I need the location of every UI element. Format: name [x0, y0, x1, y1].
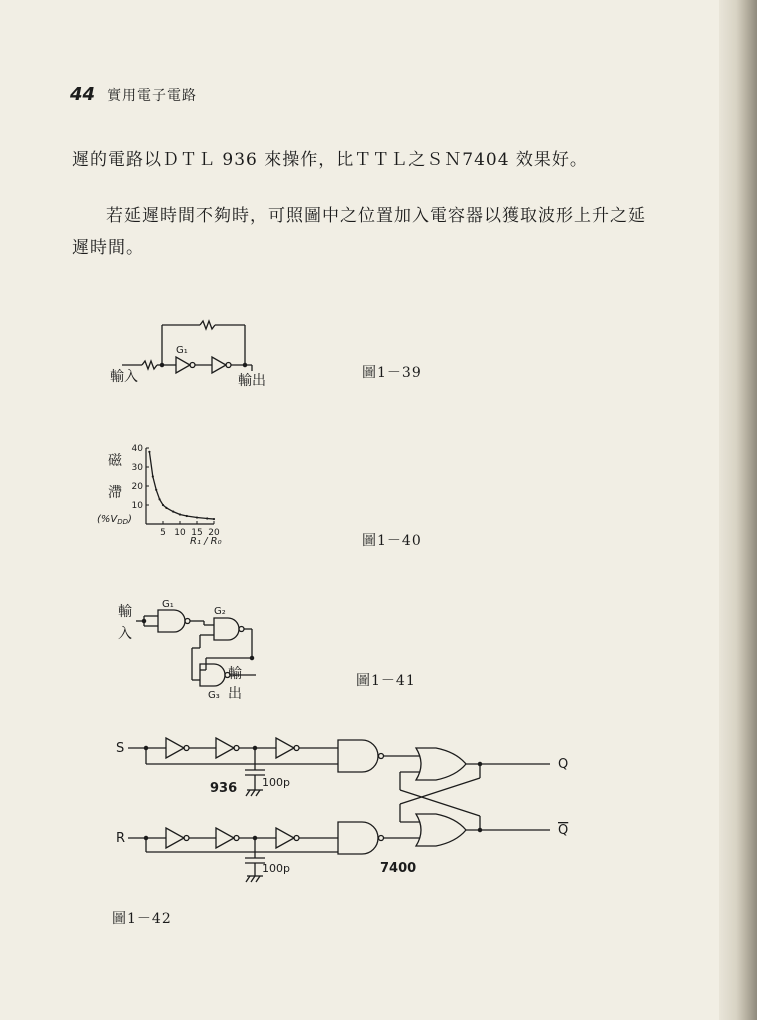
fig40-ylabel-2: 滯: [108, 485, 122, 501]
fig41-input-label-1: 輸: [118, 604, 132, 620]
figure-1-41: [110, 598, 280, 703]
fig40-y-tick-label: 30: [131, 463, 143, 473]
fig40-data-point: [155, 489, 157, 491]
paragraph-1: 遲的電路以ＤＴＬ 936 來操作，比ＴＴＬ之ＳＮ7404 效果好。: [72, 150, 588, 170]
fig40-x-tick-label: 10: [174, 528, 186, 538]
fig42-chip-936: 936: [210, 781, 238, 796]
figure-1-40: [97, 440, 240, 550]
fig40-data-point: [172, 511, 174, 513]
fig40-caption: 圖1－40: [362, 533, 422, 549]
fig39-gate-label: G₁: [176, 345, 188, 356]
fig40-ylabel-1: 磁: [108, 453, 122, 469]
fig42-qbar-label: Q: [558, 823, 569, 838]
fig40-xlabel: R₁ / R₀: [190, 536, 222, 547]
fig39-output-label: 輸出: [238, 373, 266, 389]
fig40-data-point: [162, 504, 164, 506]
fig42-cap-label-top: 100p: [262, 776, 290, 789]
fig41-g3-label: G₃: [208, 690, 220, 701]
fig42-r-label: R: [116, 831, 126, 846]
fig40-y-tick-label: 20: [131, 482, 143, 492]
fig42-chip-7400: 7400: [380, 861, 417, 876]
fig41-output-label-1: 輸: [228, 666, 242, 682]
fig41-caption: 圖1－41: [356, 673, 416, 689]
fig40-data-point: [186, 515, 188, 517]
page-header: [70, 84, 197, 105]
fig40-data-point: [179, 513, 181, 515]
fig40-y-tick-label: 40: [131, 444, 143, 454]
fig40-y-tick-label: 10: [131, 501, 143, 511]
fig40-x-tick-label: 20: [208, 528, 220, 538]
fig41-output-label-2: 出: [228, 686, 242, 702]
fig41-input-label-2: 入: [118, 626, 132, 642]
fig40-data-point: [196, 516, 198, 518]
fig40-x-tick-label: 5: [160, 528, 166, 538]
fig40-yunit: $(\%V_{DD})$: [97, 514, 132, 526]
fig40-data-point: [165, 507, 167, 509]
page-number: 44: [70, 84, 96, 105]
fig40-data-point: [152, 475, 154, 477]
fig42-caption: 圖1－42: [112, 911, 172, 927]
book-spine-shadow: [719, 0, 757, 1020]
fig40-plot-area: [132, 444, 220, 538]
fig42-cap-label-bottom: 100p: [262, 862, 290, 875]
fig40-x-tick-label: 15: [191, 528, 203, 538]
fig39-input-label: 輸入: [110, 369, 138, 385]
fig40-data-point: [206, 517, 208, 519]
fig39-caption: 圖1－39: [362, 365, 422, 381]
fig40-data-point: [213, 518, 215, 520]
fig41-g2-label: G₂: [214, 606, 226, 617]
fig42-s-label: S: [116, 741, 125, 756]
book-title: 實用電子電路: [107, 88, 198, 104]
fig40-data-point: [148, 451, 150, 453]
figure-1-39: [100, 305, 300, 389]
fig40-series-line: [149, 452, 214, 519]
fig42-q-label: Q: [558, 757, 569, 772]
paragraph-2: 若延遲時間不夠時，可照圖中之位置加入電容器以獲取波形上升之延遲時間。: [72, 206, 646, 258]
fig41-g1-label: G₁: [162, 599, 174, 610]
figure-1-42: [110, 730, 590, 900]
fig40-data-point: [159, 498, 161, 500]
